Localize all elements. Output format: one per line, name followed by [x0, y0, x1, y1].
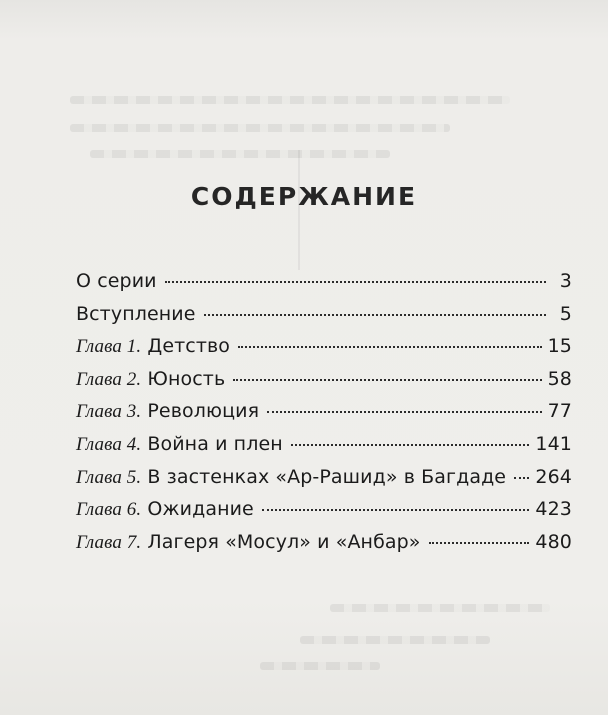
toc-entry-label	[76, 303, 196, 326]
toc-entry-title: Ожидание	[147, 498, 254, 521]
page-title: СОДЕРЖАНИЕ	[190, 182, 418, 211]
chapter-prefix: Глава 1.	[76, 336, 142, 358]
page-number: 264	[535, 465, 572, 488]
toc-entry-title: Вступление	[76, 302, 196, 325]
dot-leader	[262, 509, 530, 511]
toc-entry[interactable]	[76, 531, 572, 564]
dot-leader	[291, 444, 530, 446]
toc-entry-label	[76, 498, 254, 521]
page-number: 58	[547, 367, 572, 390]
toc-entry[interactable]	[76, 400, 572, 433]
page-number: 77	[547, 400, 572, 423]
toc-entry-label	[76, 270, 157, 293]
chapter-prefix: Глава 6.	[76, 499, 142, 521]
toc-entry-label	[76, 400, 259, 423]
show-through-line	[260, 662, 380, 670]
dot-leader	[267, 411, 542, 413]
chapter-prefix: Глава 3.	[76, 401, 142, 423]
toc-entry[interactable]	[76, 368, 572, 401]
toc-entry[interactable]	[76, 270, 572, 303]
table-of-contents	[76, 270, 572, 563]
chapter-prefix: Глава 7.	[76, 531, 142, 553]
toc-entry-label	[76, 466, 506, 489]
toc-entry[interactable]	[76, 303, 572, 336]
toc-entry-title: В застенках «Ар-Рашид» в Багдаде	[147, 465, 507, 488]
toc-entry-label	[76, 368, 225, 391]
chapter-prefix: Глава 5.	[76, 466, 142, 488]
toc-entry-label	[76, 335, 230, 358]
toc-entry-title: Лагеря «Мосул» и «Анбар»	[147, 530, 421, 553]
page-number: 5	[559, 302, 572, 325]
toc-entry-title: Революция	[147, 400, 260, 423]
page-number: 3	[559, 270, 572, 292]
chapter-prefix: Глава 4.	[76, 433, 142, 455]
show-through-line	[330, 604, 550, 612]
toc-entry-label	[76, 531, 421, 554]
toc-entry[interactable]	[76, 335, 572, 368]
toc-entry-label	[76, 433, 283, 456]
page-number: 423	[535, 498, 572, 521]
page-number: 15	[547, 335, 572, 358]
toc-entry-title: Детство	[147, 335, 231, 358]
page-number: 141	[535, 432, 572, 455]
dot-leader	[429, 542, 530, 544]
page-number: 480	[535, 530, 572, 553]
show-through-line	[300, 636, 490, 644]
chapter-prefix: Глава 2.	[76, 368, 142, 390]
dot-leader	[233, 379, 541, 381]
show-through-line	[70, 124, 450, 132]
toc-entry-title: О серии	[76, 270, 157, 292]
dot-leader	[514, 477, 529, 479]
toc-entry[interactable]	[76, 498, 572, 531]
toc-entry[interactable]	[76, 433, 572, 466]
toc-entry-title: Война и плен	[147, 432, 283, 455]
show-through-line	[70, 96, 510, 104]
toc-entry-title: Юность	[147, 367, 226, 390]
show-through-line	[90, 150, 390, 158]
dot-leader	[238, 346, 542, 348]
dot-leader	[165, 281, 546, 283]
toc-entry[interactable]	[76, 466, 572, 499]
dot-leader	[204, 314, 546, 316]
